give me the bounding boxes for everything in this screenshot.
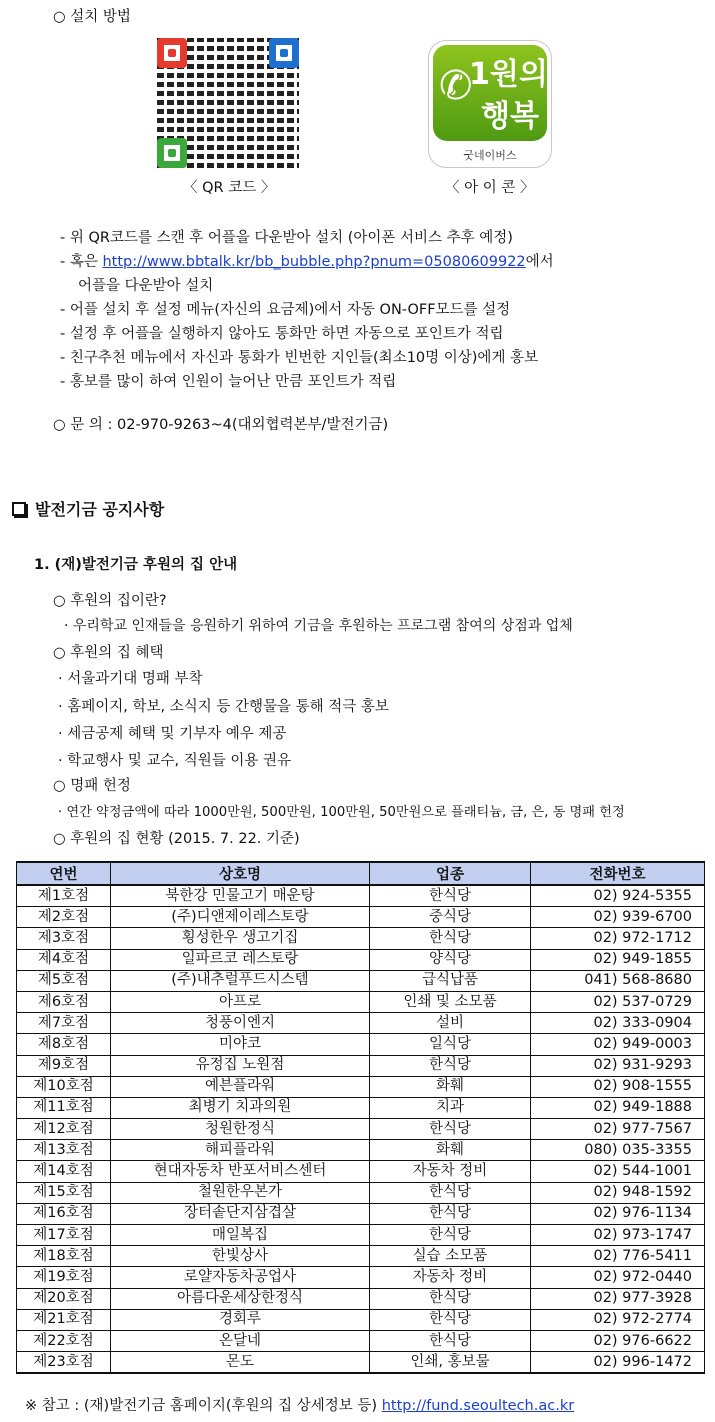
phone-cell: 02) 977-3928 [531,1288,705,1309]
store-name-cell: 일파르코 레스토랑 [111,949,370,970]
phone-cell: 02) 949-1855 [531,949,705,970]
section-title-text: 발전기금 공지사항 [35,500,165,519]
business-type-cell: 한식당 [370,1309,531,1330]
store-name-cell: 현대자동차 반포서비스센터 [111,1161,370,1182]
store-name-cell: 북한강 민물고기 매운탕 [111,885,370,907]
store-number-cell: 제17호점 [17,1225,111,1246]
store-name-cell: 한빛상사 [111,1246,370,1267]
phone-cell: 080) 035-3355 [531,1140,705,1161]
store-number-cell: 제22호점 [17,1330,111,1351]
table-row [17,1203,705,1224]
phone-cell: 02) 544-1001 [531,1161,705,1182]
footer-note-text: ※ 참고 : (재)발전기금 홈페이지(후원의 집 상세정보 등) [25,1398,382,1414]
app-icon-subtitle: 행복 [481,99,539,134]
app-icon-brand: 굿네이버스 [463,149,517,162]
business-type-cell: 한식당 [370,1225,531,1246]
table-row [17,1267,705,1288]
table-row [17,1013,705,1034]
phone-cell: 02) 948-1592 [531,1182,705,1203]
phone-cell: 02) 924-5355 [531,885,705,907]
notice-item: · 세금공제 혜택 및 기부자 예우 제공 [58,726,287,742]
store-name-cell: (주)내추럴푸드시스템 [111,970,370,991]
table-row [17,1076,705,1097]
phone-cell: 02) 537-0729 [531,991,705,1012]
store-name-cell: 아름다운세상한정식 [111,1288,370,1309]
store-name-cell: (주)디앤제이레스토랑 [111,907,370,928]
store-name-cell: 유정집 노원점 [111,1055,370,1076]
store-name-cell: 몬도 [111,1352,370,1374]
store-name-cell: 청풍이엔지 [111,1013,370,1034]
phone-cell: 02) 976-6622 [531,1330,705,1351]
store-name-cell: 철원한우본가 [111,1182,370,1203]
qr-finder-red [157,38,187,68]
store-number-cell: 제4호점 [17,949,111,970]
qr-finder-blue [269,38,299,68]
phone-cell: 02) 972-0440 [531,1267,705,1288]
table-header-row [17,862,705,885]
store-number-cell: 제5호점 [17,970,111,991]
contact-info: ○ 문 의 : 02-970-9263~4(대외협력본부/발전기금) [53,417,389,433]
table-row [17,949,705,970]
table-row [17,907,705,928]
store-number-cell: 제12호점 [17,1119,111,1140]
business-type-cell: 치과 [370,1097,531,1118]
store-name-cell: 예븐플라워 [111,1076,370,1097]
store-number-cell: 제8호점 [17,1034,111,1055]
phone-cell: 041) 568-8680 [531,970,705,991]
store-number-cell: 제11호점 [17,1097,111,1118]
business-type-cell: 자동차 정비 [370,1267,531,1288]
column-header: 업종 [370,862,531,885]
store-number-cell: 제2호점 [17,907,111,928]
store-number-cell: 제23호점 [17,1352,111,1374]
fund-homepage-link[interactable]: http://fund.seoultech.ac.kr [381,1398,575,1414]
phone-cell: 02) 972-1712 [531,928,705,949]
table-row [17,1140,705,1161]
phone-cell: 02) 939-6700 [531,907,705,928]
install-step-link-line [60,250,554,271]
business-type-cell: 인쇄, 홍보물 [370,1352,531,1374]
store-number-cell: 제13호점 [17,1140,111,1161]
business-type-cell: 한식당 [370,928,531,949]
business-type-cell: 실습 소모품 [370,1246,531,1267]
business-type-cell: 한식당 [370,1119,531,1140]
store-name-cell: 매일복집 [111,1225,370,1246]
table-row [17,1288,705,1309]
phone-cell: 02) 949-0003 [531,1034,705,1055]
table-body [17,885,705,1373]
table-row [17,1352,705,1374]
notice-item: · 우리학교 인재들을 응원하기 위하여 기금을 후원하는 프로그램 참여의 상점과 업체 [64,618,573,634]
business-type-cell: 급식납품 [370,970,531,991]
donor-store-table [16,861,705,1374]
phone-cell: 02) 333-0904 [531,1013,705,1034]
column-header: 전화번호 [531,862,705,885]
table-row [17,991,705,1012]
store-number-cell: 제1호점 [17,885,111,907]
store-number-cell: 제9호점 [17,1055,111,1076]
qr-code-image [157,38,299,168]
phone-cell: 02) 972-2774 [531,1309,705,1330]
business-type-cell: 한식당 [370,1182,531,1203]
table-row [17,970,705,991]
phone-cell: 02) 776-5411 [531,1246,705,1267]
install-step-scan: - 위 QR코드를 스캔 후 어플을 다운받아 설치 (아이폰 서비스 추후 예정) [60,230,513,246]
store-number-cell: 제10호점 [17,1076,111,1097]
store-name-cell: 해피플라워 [111,1140,370,1161]
notice-item: · 학교행사 및 교수, 직원들 이용 권유 [58,753,291,769]
store-number-cell: 제19호점 [17,1267,111,1288]
table-row [17,1225,705,1246]
business-type-cell: 인쇄 및 소모품 [370,991,531,1012]
download-link[interactable]: http://www.bbtalk.kr/bb_bubble.php?pnum=05080609922 [102,254,526,270]
store-number-cell: 제6호점 [17,991,111,1012]
install-step-referral: - 친구추천 메뉴에서 자신과 통화가 빈번한 지인들(최소10명 이상)에게 홍보 [60,350,539,366]
table-row [17,1161,705,1182]
table-row [17,1182,705,1203]
business-type-cell: 양식당 [370,949,531,970]
qr-caption: 〈 QR 코드 〉 [183,180,276,196]
business-type-cell: 한식당 [370,1330,531,1351]
table-row [17,1055,705,1076]
phone-cell: 02) 949-1888 [531,1097,705,1118]
section-title [12,497,164,520]
install-step-points: - 설정 후 어플을 실행하지 않아도 통화만 하면 자동으로 포인트가 적립 [60,326,504,342]
store-number-cell: 제15호점 [17,1182,111,1203]
phone-cell: 02) 908-1555 [531,1076,705,1097]
business-type-cell: 화훼 [370,1140,531,1161]
store-name-cell: 청원한정식 [111,1119,370,1140]
business-type-cell: 중식당 [370,907,531,928]
phone-cell: 02) 996-1472 [531,1352,705,1374]
business-type-cell: 일식당 [370,1034,531,1055]
store-name-cell: 최병기 치과의원 [111,1097,370,1118]
business-type-cell: 한식당 [370,1055,531,1076]
table-row [17,928,705,949]
business-type-cell: 설비 [370,1013,531,1034]
notice-item: · 서울과기대 명패 부착 [58,671,203,687]
install-heading: ○ 설치 방법 [53,9,131,25]
business-type-cell: 한식당 [370,885,531,907]
store-number-cell: 제21호점 [17,1309,111,1330]
footer-note [25,1394,574,1415]
table-row [17,1097,705,1118]
table-row [17,885,705,907]
icon-caption: 〈 아 이 콘 〉 [445,180,535,196]
business-type-cell: 자동차 정비 [370,1161,531,1182]
install-step-link-suffix: 에서 [525,254,554,270]
notice-item: · 연간 약정금액에 따라 1000만원, 500만원, 100만원, 50만원으로 플래티늄, 금, 은, 동 명패 헌정 [58,805,625,820]
store-name-cell: 미야코 [111,1034,370,1055]
column-header: 상호명 [111,862,370,885]
subsection-title: 1. (재)발전기금 후원의 집 안내 [34,557,238,573]
install-step-settings: - 어플 설치 후 설정 메뉴(자신의 요금제)에서 자동 ON-OFF모드를 설정 [60,302,511,318]
checkbox-square-icon [12,502,26,516]
store-name-cell: 아프로 [111,991,370,1012]
app-icon-image [428,40,552,168]
store-number-cell: 제3호점 [17,928,111,949]
phone-cell: 02) 977-7567 [531,1119,705,1140]
store-name-cell: 온달네 [111,1330,370,1351]
store-name-cell: 장터솥단지삼겹살 [111,1203,370,1224]
phone-icon: ✆ [439,63,473,109]
table-row [17,1309,705,1330]
notice-item: ○ 후원의 집 혜택 [53,645,164,661]
phone-cell: 02) 931-9293 [531,1055,705,1076]
store-number-cell: 제20호점 [17,1288,111,1309]
app-icon-title: 1원의 [469,57,548,92]
store-number-cell: 제14호점 [17,1161,111,1182]
store-number-cell: 제7호점 [17,1013,111,1034]
phone-cell: 02) 976-1134 [531,1203,705,1224]
business-type-cell: 한식당 [370,1288,531,1309]
store-name-cell: 횡성한우 생고기집 [111,928,370,949]
phone-cell: 02) 973-1747 [531,1225,705,1246]
store-number-cell: 제16호점 [17,1203,111,1224]
store-name-cell: 로얄자동차공업사 [111,1267,370,1288]
notice-item: · 홈페이지, 학보, 소식지 등 간행물을 통해 적극 홍보 [58,699,389,715]
table-row [17,1246,705,1267]
qr-finder-green [157,138,187,168]
business-type-cell: 화훼 [370,1076,531,1097]
notice-item: ○ 명패 헌정 [53,778,131,794]
table-row [17,1034,705,1055]
business-type-cell: 한식당 [370,1203,531,1224]
column-header: 연번 [17,862,111,885]
store-name-cell: 경회루 [111,1309,370,1330]
table-row [17,1119,705,1140]
install-step-download: 어플을 다운받아 설치 [78,278,214,294]
notice-item: ○ 후원의 집이란? [53,593,167,609]
notice-item: ○ 후원의 집 현황 (2015. 7. 22. 기준) [53,831,300,847]
store-number-cell: 제18호점 [17,1246,111,1267]
install-step-promotion: - 홍보를 많이 하여 인원이 늘어난 만큼 포인트가 적립 [60,374,397,390]
install-step-link-prefix: - 혹은 [60,254,103,270]
table-row [17,1330,705,1351]
